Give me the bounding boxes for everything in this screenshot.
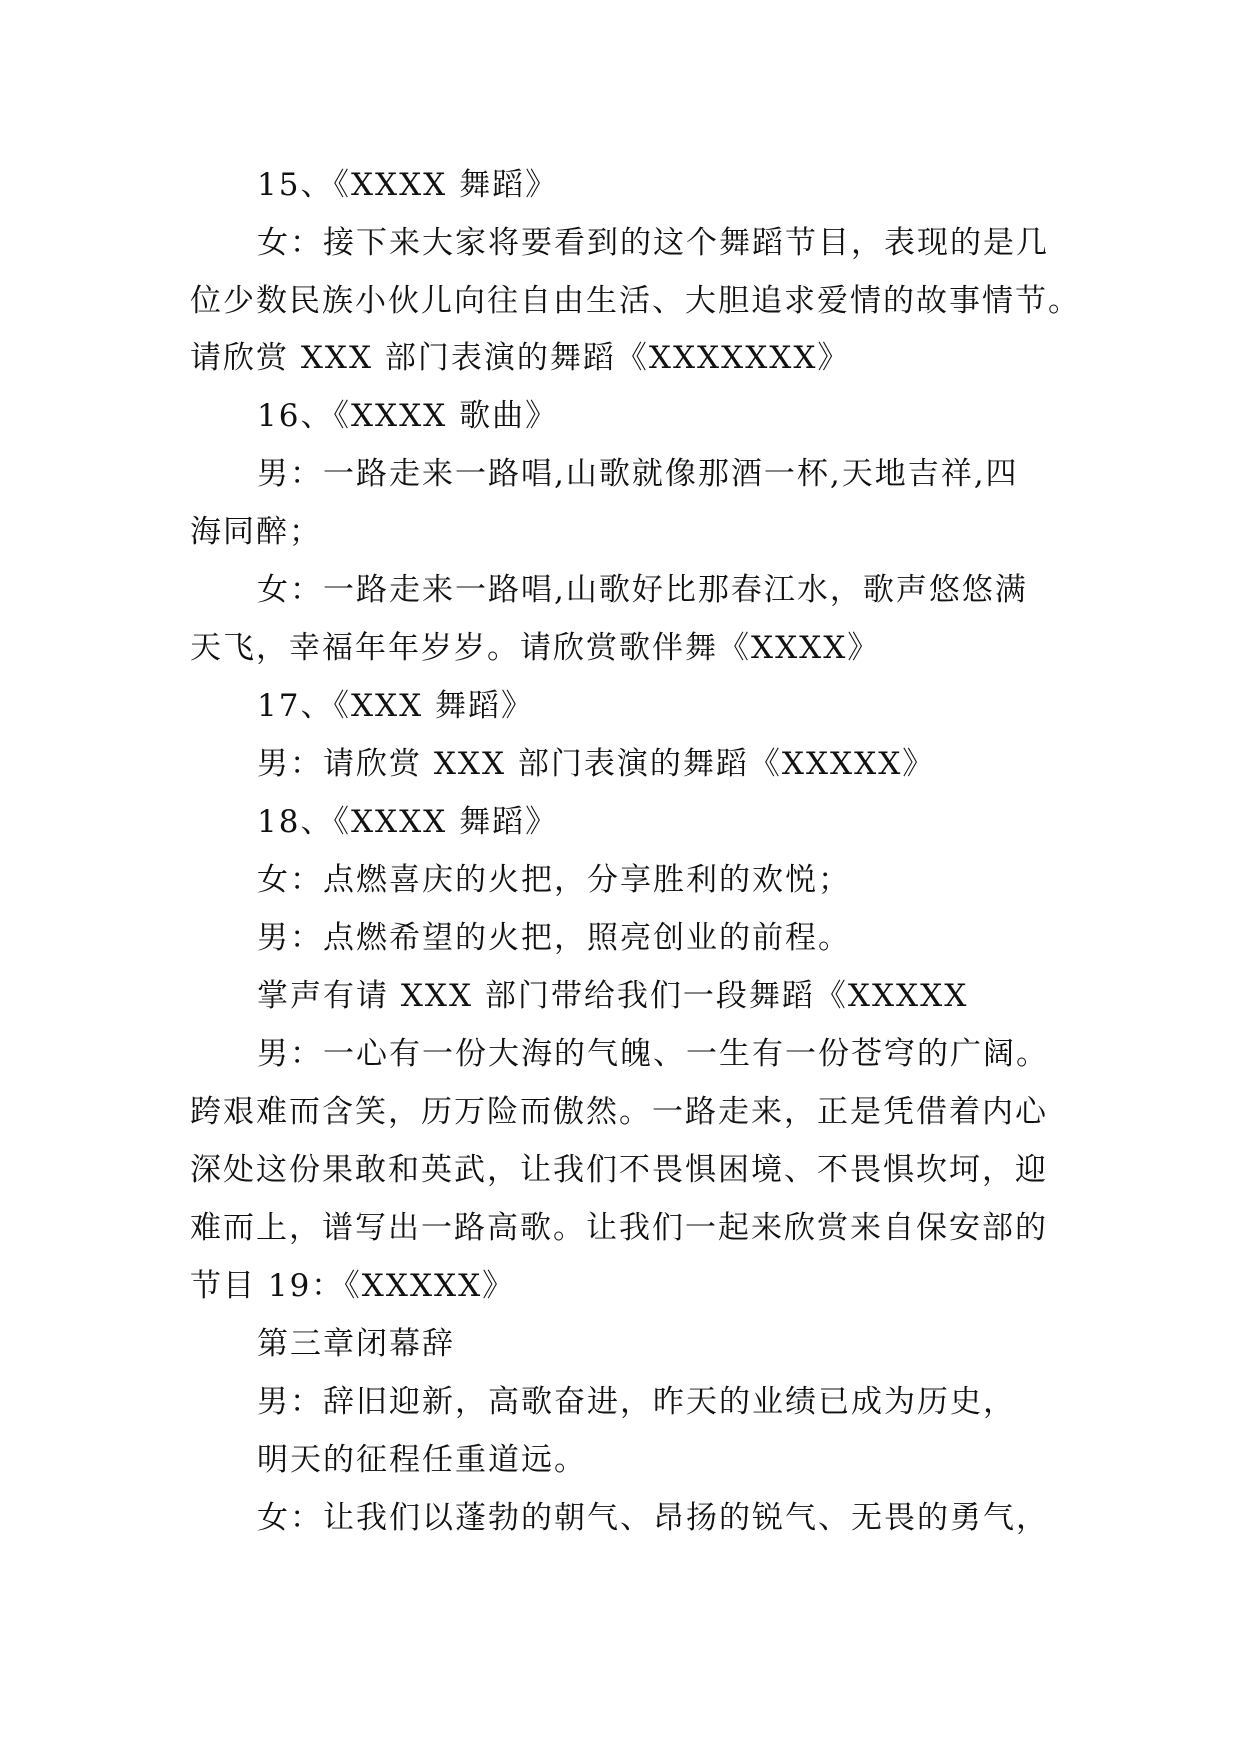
paragraph-line: 男：请欣赏 XXX 部门表演的舞蹈《XXXXX》 — [257, 746, 936, 782]
program-heading-18: 18、《XXXX 舞蹈》 — [257, 804, 559, 840]
paragraph-line: 女：点燃喜庆的火把，分享胜利的欢悦； — [257, 862, 851, 898]
paragraph-line: 女：接下来大家将要看到的这个舞蹈节目，表现的是几 — [257, 225, 1049, 261]
paragraph-line: 请欣赏 XXX 部门表演的舞蹈《XXXXXXX》 — [190, 340, 851, 376]
paragraph-line: 掌声有请 XXX 部门带给我们一段舞蹈《XXXXX — [257, 978, 969, 1014]
paragraph-line: 男：一路走来一路唱,山歌就像那酒一杯,天地吉祥,四 — [257, 456, 1019, 492]
paragraph-line: 位少数民族小伙儿向往自由生活、大胆追求爱情的故事情节。 — [190, 283, 1081, 319]
program-heading-15: 15、《XXXX 舞蹈》 — [257, 167, 559, 203]
paragraph-line: 难而上，谱写出一路高歌。让我们一起来欣赏来自保安部的 — [190, 1210, 1048, 1246]
paragraph-line: 跨艰难而含笑，历万险而傲然。一路走来，正是凭借着内心 — [190, 1094, 1048, 1130]
paragraph-line: 深处这份果敢和英武，让我们不畏惧困境、不畏惧坎坷，迎 — [190, 1152, 1048, 1188]
program-heading-16: 16、《XXXX 歌曲》 — [257, 398, 559, 434]
paragraph-line: 男：点燃希望的火把，照亮创业的前程。 — [257, 920, 851, 956]
program-heading-17: 17、《XXX 舞蹈》 — [257, 688, 535, 724]
program-heading-19: 节目 19：《XXXXX》 — [190, 1268, 516, 1304]
paragraph-line: 男：一心有一份大海的气魄、一生有一份苍穹的广阔。 — [257, 1036, 1049, 1072]
paragraph-line: 海同醉； — [190, 514, 322, 550]
paragraph-line: 天飞，幸福年年岁岁。请欣赏歌伴舞《XXXX》 — [190, 630, 881, 666]
paragraph-line: 女：一路走来一路唱,山歌好比那春江水，歌声悠悠满 — [257, 572, 1028, 608]
chapter-title: 第三章闭幕辞 — [257, 1326, 455, 1362]
paragraph-line: 明天的征程任重道远。 — [257, 1442, 587, 1478]
paragraph-line: 男：辞旧迎新，高歌奋进，昨天的业绩已成为历史， — [257, 1384, 1016, 1420]
paragraph-line: 女：让我们以蓬勃的朝气、昂扬的锐气、无畏的勇气， — [257, 1500, 1049, 1536]
